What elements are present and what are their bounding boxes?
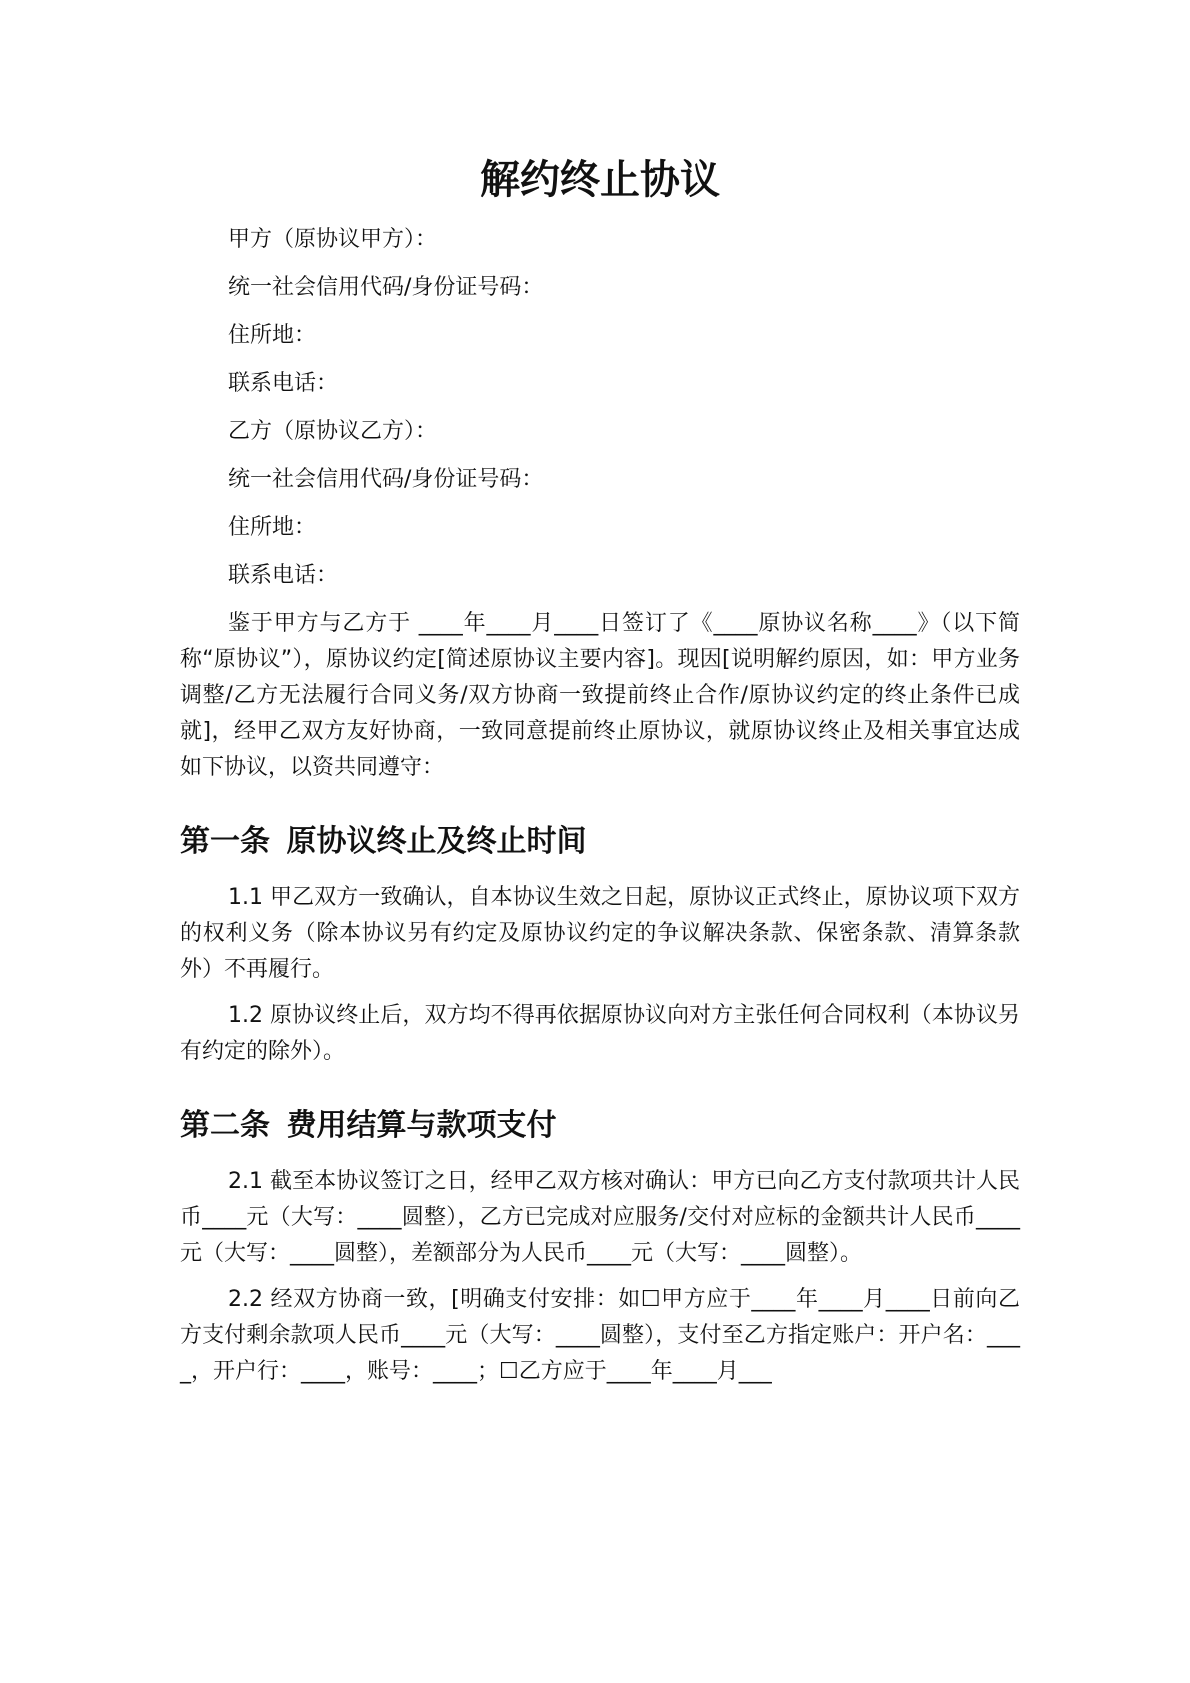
document-title: 解约终止协议 [480,157,720,203]
document-body [180,150,1020,1400]
section-title: 第一条 原协议终止及终止时间 [180,824,587,859]
party-b-address: 住所地： [228,515,317,540]
party-a-label: 甲方（原协议甲方）： [228,227,438,252]
party-a-phone: 联系电话： [228,371,339,396]
party-a-address: 住所地： [228,323,317,348]
clause-paragraph: 1.1 甲乙双方一致确认，自本协议生效之日起，原协议正式终止，原协议项下双方的权利义务（除本协议另有约定及原协议约定的争议解决条款、保密条款、清算条款外）不再履行。 [180,885,1020,982]
party-a-credit-code: 统一社会信用代码/身份证号码： [228,275,544,300]
party-b-phone: 联系电话： [228,563,339,588]
clause-paragraph: 2.2 经双方协商一致，[明确支付安排：如☐甲方应于____年____月____日前向乙方支付剩余款项人民币____元（大写：____圆整），支付至乙方指定账户：开户名：____，开户行：____，账号：____；☐乙方应于____年____月___ [180,1287,1020,1384]
section-title: 第二条 费用结算与款项支付 [180,1108,557,1143]
party-b-label: 乙方（原协议乙方）： [228,419,438,444]
intro-paragraph: 鉴于甲方与乙方于 ____年____月____日签订了《____原协议名称____》（以下简称“原协议”），原协议约定[简述原协议主要内容]。现因[说明解约原因，如：甲方业务调整/乙方无法履行合同义务/双方协商一致提前终止合作/原协议约定的终止条件已成就]，经甲乙双方友好协商，一致同意提前终止原协议，就原协议终止及相关事宜达成如下协议，以资共同遵守： [180,611,1020,780]
party-b-credit-code: 统一社会信用代码/身份证号码： [228,467,544,492]
clause-paragraph: 1.2 原协议终止后，双方均不得再依据原协议向对方主张任何合同权利（本协议另有约定的除外）。 [180,1003,1020,1064]
clause-paragraph: 2.1 截至本协议签订之日，经甲乙双方核对确认：甲方已向乙方支付款项共计人民币____元（大写：____圆整），乙方已完成对应服务/交付对应标的金额共计人民币____元（大写：____圆整），差额部分为人民币____元（大写：____圆整）。 [180,1169,1020,1266]
